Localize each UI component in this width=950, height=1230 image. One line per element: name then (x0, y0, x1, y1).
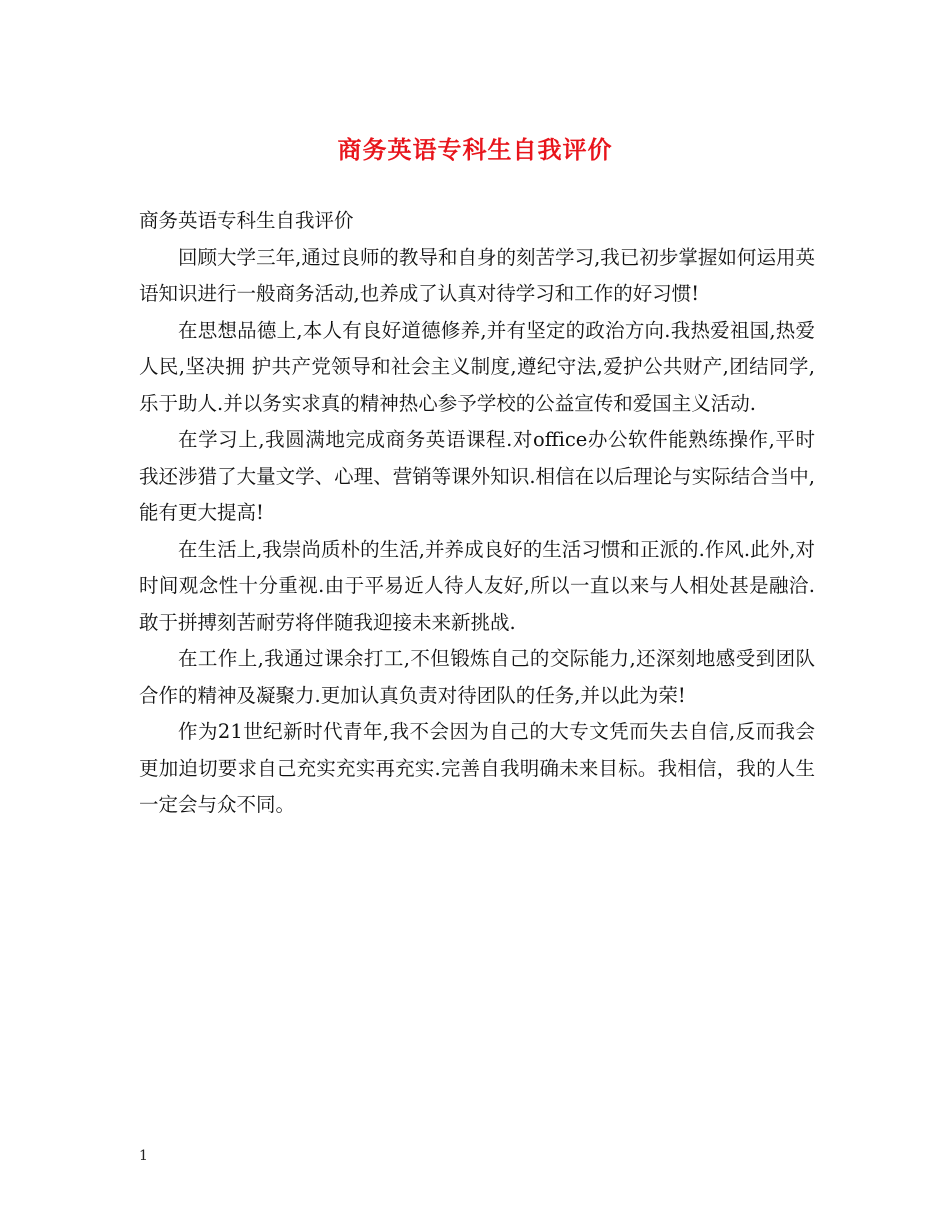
document-subtitle: 商务英语专科生自我评价 (139, 209, 354, 232)
paragraph-conclusion: 作为21世纪新时代青年,我不会因为自己的大专文凭而失去自信,反而我会更加迫切要求自己充实充实再充实.完善自我明确未来目标。我相信，我的人生一定会与众不同。 (139, 720, 815, 816)
page-number: 1 (139, 1148, 148, 1164)
paragraph-study: 在学习上,我圆满地完成商务英语课程.对office办公软件能熟练操作,平时我还涉猎了大量文学、心理、营销等课外知识.相信在以后理论与实际结合当中,能有更大提高! (139, 428, 815, 524)
document-title: 商务英语专科生自我评价 (337, 135, 613, 164)
paragraph-work: 在工作上,我通过课余打工,不但锻炼自己的交际能力,还深刻地感受到团队合作的精神及凝聚力.更加认真负责对待团队的任务,并以此为荣! (139, 647, 815, 707)
paragraph-review: 回顾大学三年,通过良师的教导和自身的刻苦学习,我已初步掌握如何运用英语知识进行一般商务活动,也养成了认真对待学习和工作的好习惯! (139, 245, 815, 305)
paragraph-morality: 在思想品德上,本人有良好道德修养,并有坚定的政治方向.我热爱祖国,热爱人民,坚决拥 护共产党领导和社会主义制度,遵纪守法,爱护公共财产,团结同学,乐于助人.并以务实求真的精神热心参予学校的公益宣传和爱国主义活动. (139, 318, 815, 415)
document-body (139, 203, 815, 824)
paragraph-life: 在生活上,我崇尚质朴的生活,并养成良好的生活习惯和正派的.作风.此外,对时间观念性十分重视.由于平易近人待人友好,所以一直以来与人相处甚是融洽.敢于拼搏刻苦耐劳将伴随我迎接未来新挑战. (139, 537, 815, 634)
